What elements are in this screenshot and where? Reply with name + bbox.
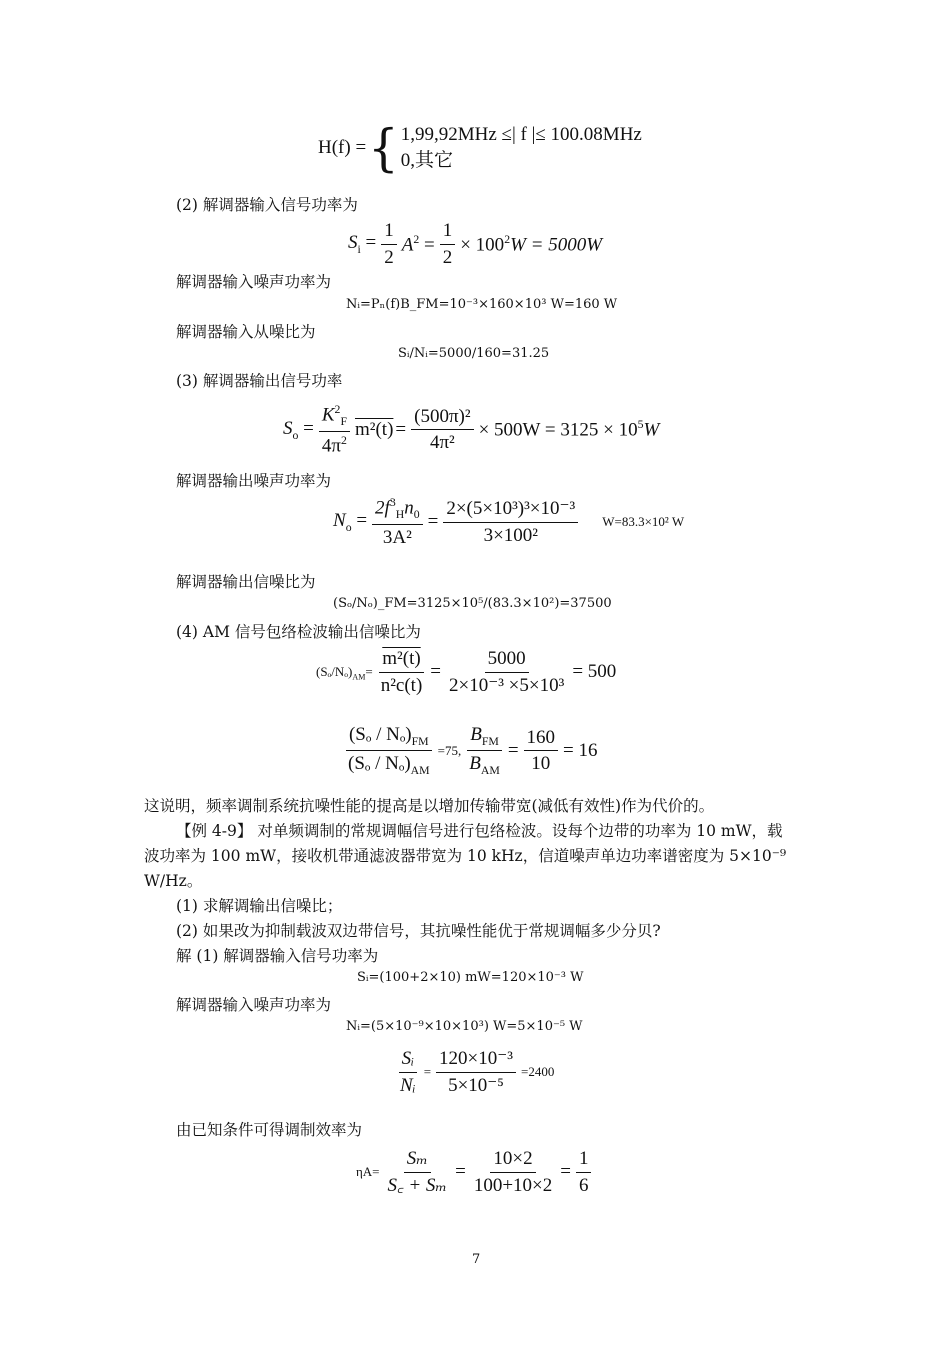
eq-hf <box>318 118 642 178</box>
example-line3: W/Hz。 <box>144 872 203 890</box>
solution-title: 解 (1) 解调器输入信号功率为 <box>176 947 379 965</box>
eq-si2: Sᵢ=(100+2×10) mW=120×10⁻³ W <box>357 970 584 985</box>
eq-snr-fm: (Sₒ/Nₒ)_FM=3125×10⁵/(83.3×10²)=37500 <box>333 596 612 611</box>
eq-no: $N_o$ = $\frac{2f^3_Hn_0}{\text{3A²}}$ = $\frac{\text{2×(5×10³)³×10⁻³}}{\text{3×100²}}$ W=83.3×10² W <box>333 496 685 548</box>
noise-in2-title: 解调器输入噪声功率为 <box>176 996 332 1014</box>
para-conclusion: 这说明，频率调制系统抗噪性能的提高是以增加传输带宽(减低有效性)作为代价的。 <box>144 797 715 815</box>
snr-in-title: 解调器输入从噪比为 <box>176 323 316 341</box>
efficiency-title: 由已知条件可得调制效率为 <box>176 1121 363 1139</box>
eq-ni2: Nᵢ=(5×10⁻⁹×10×10³) W=5×10⁻⁵ W <box>346 1019 583 1034</box>
question-2: (2) 如果改为抑制载波双边带信号，其抗噪性能优于常规调幅多少分贝? <box>176 922 661 940</box>
step3-title: (3) 解调器输出信号功率 <box>176 372 343 390</box>
eq-so: $S_o$ = $\frac{K^2_F}{4\pi^2}$ m²(t) = $\frac{\text{(500π)²}}{\text{4π²}}$ × $500W = 3125 \times 10^5W$ <box>283 403 660 456</box>
example-line1: 【例 4-9】 对单频调制的常规调幅信号进行包络检波。设每个边带的功率为 10 mW，载 <box>176 822 783 840</box>
eq-hf-case2: 0,其它 <box>400 149 453 171</box>
eq-si: $S_i$ = $\frac{1}{2}$ $A^2$ = $\frac{1}{2}$ × $100^2W = 5000W$ <box>348 220 603 268</box>
page-number: 7 <box>472 1252 481 1267</box>
noise-out-title: 解调器输出噪声功率为 <box>176 472 332 490</box>
eq-hf-lhs: H(f) = <box>318 136 367 158</box>
eq-hf-case1: 1,99,92MHz ≤| f |≤ 100.08MHz <box>400 124 642 145</box>
eq-snr-am: $(S_o/N_o)_{AM}=$ $\frac{\text{m²(t)}}{\text{n²c(t)}}$ = $\frac{5000}{\text{2×10⁻³ ×5×10³}}$ = 500 <box>316 648 617 696</box>
noise-in-title: 解调器输入噪声功率为 <box>176 273 332 291</box>
step4-title: (4) AM 信号包络检波输出信噪比为 <box>176 623 421 641</box>
question-1: (1) 求解调输出信噪比； <box>176 897 343 915</box>
eq-ratio2: $\frac{\text{Sᵢ}}{\text{Nᵢ}}$ = $\frac{\text{120×10⁻³}}{\text{5×10⁻⁵}}$ =2400 <box>400 1048 555 1096</box>
step2-title: (2) 解调器输入信号功率为 <box>176 196 358 214</box>
snr-out-title: 解调器输出信噪比为 <box>176 573 316 591</box>
example-line2: 波功率为 100 mW，接收机带通滤波器带宽为 10 kHz，信道噪声单边功率谱密度为 5×10⁻⁹ <box>144 847 787 865</box>
eq-snr-in: Sᵢ/Nᵢ=5000/160=31.25 <box>398 346 550 361</box>
eq-ni: Nᵢ=Pₙ(f)B_FM=10⁻³×160×10³ W=160 W <box>346 297 618 312</box>
eq-eta: ηA= $\frac{\text{Sₘ}}{\text{S꜀ + Sₘ}}$ = $\frac{10\times 2}{100+10\times 2}$ = $\frac{1}{6}$ <box>356 1148 594 1197</box>
eq-hf-brace: { <box>368 118 399 178</box>
eq-ratio: $\frac{(S_o / N_o)_{FM}}{(S_o / N_o)_{AM}}$ =75, $\frac{B_{FM}}{B_{AM}}$ = $\frac{160}{10}$ = 16 <box>342 724 598 778</box>
